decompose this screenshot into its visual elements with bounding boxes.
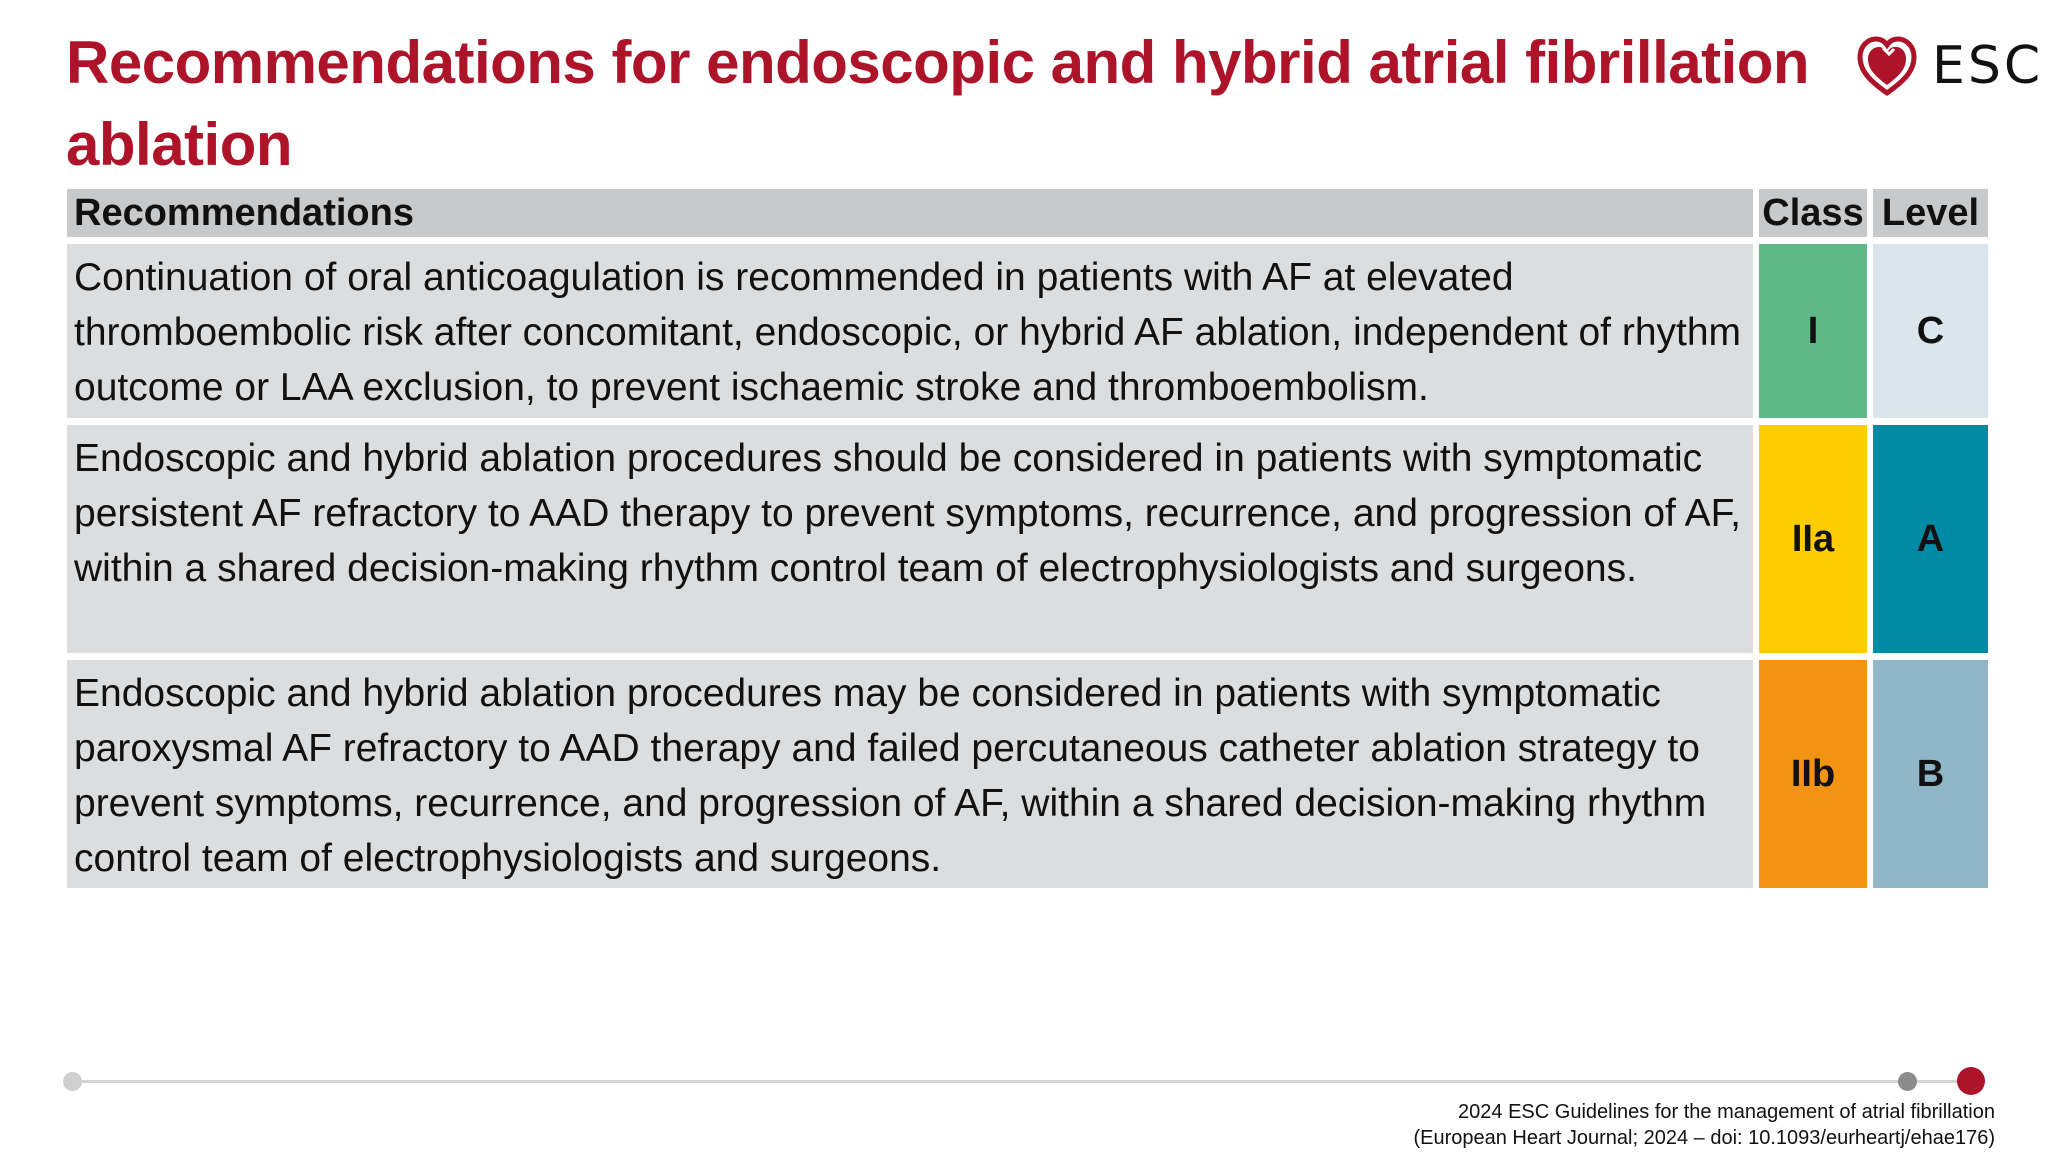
recommendation-text: Endoscopic and hybrid ablation procedures should be considered in patients with symptomatic persistent AF refractory to AAD therapy to prevent symptoms, recurrence, and progression of AF, within a shared decision-making rhythm control team of electrophysiologists and surgeons. [67, 425, 1753, 653]
header-level: Level [1873, 189, 1988, 237]
progress-current-dot [1957, 1067, 1985, 1095]
progress-start-dot [63, 1072, 82, 1091]
table-row [67, 660, 1988, 888]
slide-title: Recommendations for endoscopic and hybrid atrial fibrillation ablation [66, 29, 1810, 178]
citation-title: 2024 ESC Guidelines for the management of atrial fibrillation [1458, 1101, 1995, 1123]
header-class: Class [1759, 189, 1867, 237]
progress-previous-dot [1898, 1072, 1917, 1091]
recommendations-table [67, 189, 1988, 895]
class-badge: IIa [1759, 425, 1867, 653]
table-row [67, 244, 1988, 418]
citation [1413, 1099, 1995, 1151]
level-badge: B [1873, 660, 1988, 888]
recommendation-text: Continuation of oral anticoagulation is recommended in patients with AF at elevated thromboembolic risk after concomitant, endoscopic, or hybrid AF ablation, independent of rhythm outcome or LAA exclusion, to prevent ischaemic stroke and thromboembolism. [67, 244, 1753, 418]
class-badge: IIb [1759, 660, 1867, 888]
esc-logo [1856, 34, 2043, 98]
esc-logo-text: ESC [1932, 36, 2044, 96]
table-row [67, 425, 1988, 653]
progress-track [72, 1080, 1971, 1083]
table-header-row [67, 189, 1988, 237]
class-badge: I [1759, 244, 1867, 418]
esc-heart-icon [1856, 35, 1918, 97]
level-badge: C [1873, 244, 1988, 418]
citation-doi: (European Heart Journal; 2024 – doi: 10.1093/eurheartj/ehae176) [1413, 1127, 1995, 1149]
header-recommendations: Recommendations [67, 189, 1753, 237]
recommendation-text: Endoscopic and hybrid ablation procedures may be considered in patients with symptomatic paroxysmal AF refractory to AAD therapy and failed percutaneous catheter ablation strategy to prevent symptoms, recurrence, and progression of AF, within a shared decision-making rhythm control team of electrophysiologists and surgeons. [67, 660, 1753, 888]
level-badge: A [1873, 425, 1988, 653]
